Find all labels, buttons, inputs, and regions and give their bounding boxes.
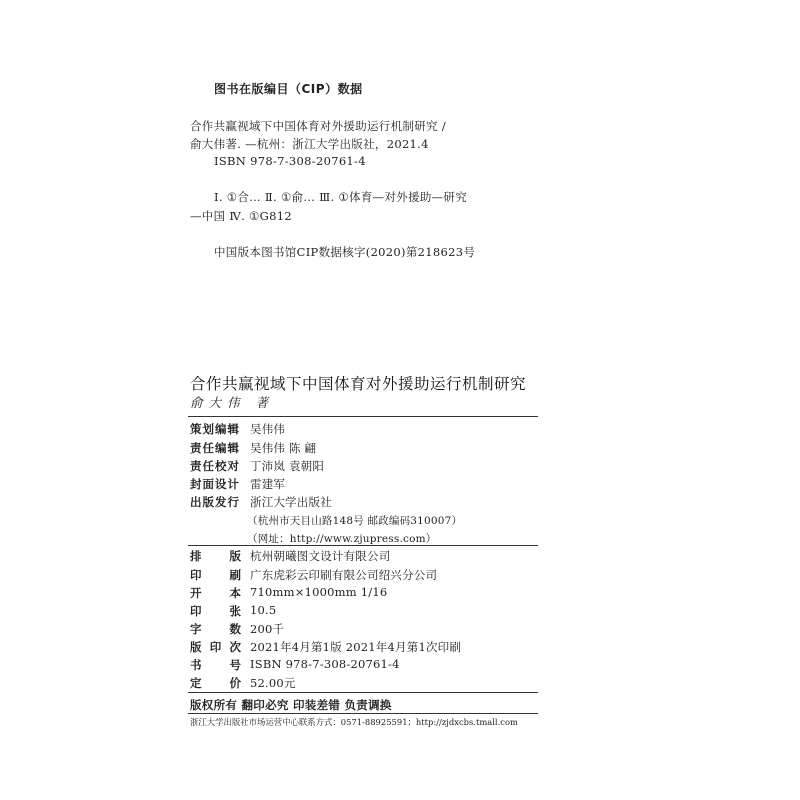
- spec-label-isbn: 书号: [190, 658, 242, 672]
- spec-value-price: 52.00元: [250, 676, 296, 690]
- spec-value-sheets: 10.5: [250, 603, 277, 617]
- book-title: 合作共赢视域下中国体育对外援助运行机制研究: [190, 375, 527, 393]
- credit-value-proofreader: 丁沛岚 袁朝阳: [250, 459, 325, 473]
- credit-label-proofreader: 责任校对: [190, 459, 240, 473]
- cip-record-line: 中国版本图书馆CIP数据核字(2020)第218623号: [214, 245, 476, 259]
- spec-label-word-count: 字数: [190, 622, 242, 636]
- rights-notice: 版权所有 翻印必究 印装差错 负责调换: [190, 698, 392, 712]
- credit-value-cover-design: 雷建军: [250, 477, 286, 491]
- publisher-address: （杭州市天目山路148号 邮政编码310007）: [247, 515, 463, 527]
- spec-label-price: 定价: [190, 676, 242, 690]
- spec-value-word-count: 200千: [250, 622, 285, 636]
- cip-isbn-line: ISBN 978-7-308-20761-4: [214, 154, 366, 168]
- spec-label-sheets: 印张: [190, 604, 242, 618]
- cip-title-line: 合作共赢视域下中国体育对外援助运行机制研究 /: [190, 119, 446, 133]
- footer-divider: [188, 713, 538, 714]
- publisher-website: （网址：http://www.zjupress.com）: [247, 533, 437, 545]
- credit-label-planning-editor: 策划编辑: [190, 422, 240, 436]
- top-divider: [188, 416, 538, 417]
- cip-classification-line-1: Ⅰ. ①合… Ⅱ. ①俞… Ⅲ. ①体育—对外援助—研究: [214, 190, 468, 204]
- credit-label-responsible-editor: 责任编辑: [190, 441, 240, 455]
- bottom-divider: [188, 692, 538, 693]
- spec-value-format: 710mm×1000mm 1/16: [250, 585, 388, 599]
- credit-label-cover-design: 封面设计: [190, 477, 240, 491]
- book-author: 俞大伟 著: [190, 395, 274, 410]
- spec-label-printing: 印刷: [190, 568, 242, 582]
- credit-label-publisher: 出版发行: [190, 495, 240, 509]
- spec-label-format: 开本: [190, 586, 242, 600]
- credit-value-planning-editor: 吴伟伟: [250, 422, 286, 436]
- contact-footer: 浙江大学出版社市场运营中心联系方式：0571-88925591；http://zjdxcbs.tmall.com: [190, 717, 518, 727]
- cip-classification-line-2: —中国 Ⅳ. ①G812: [190, 209, 293, 223]
- spec-value-typesetting: 杭州朝曦图文设计有限公司: [250, 549, 391, 563]
- spec-value-printing: 广东虎彩云印刷有限公司绍兴分公司: [250, 568, 438, 582]
- cip-author-line: 俞大伟著. —杭州：浙江大学出版社，2021.4: [190, 137, 429, 151]
- spec-value-edition: 2021年4月第1版 2021年4月第1次印刷: [250, 640, 462, 654]
- spec-value-isbn: ISBN 978-7-308-20761-4: [250, 657, 400, 671]
- spec-label-typesetting: 排版: [190, 549, 242, 563]
- credit-value-publisher: 浙江大学出版社: [250, 495, 332, 509]
- spec-label-edition: 版印次: [190, 640, 242, 654]
- middle-divider: [188, 545, 538, 546]
- credit-value-responsible-editor: 吴伟伟 陈 翩: [250, 441, 317, 455]
- cip-heading: 图书在版编目（CIP）数据: [214, 82, 363, 96]
